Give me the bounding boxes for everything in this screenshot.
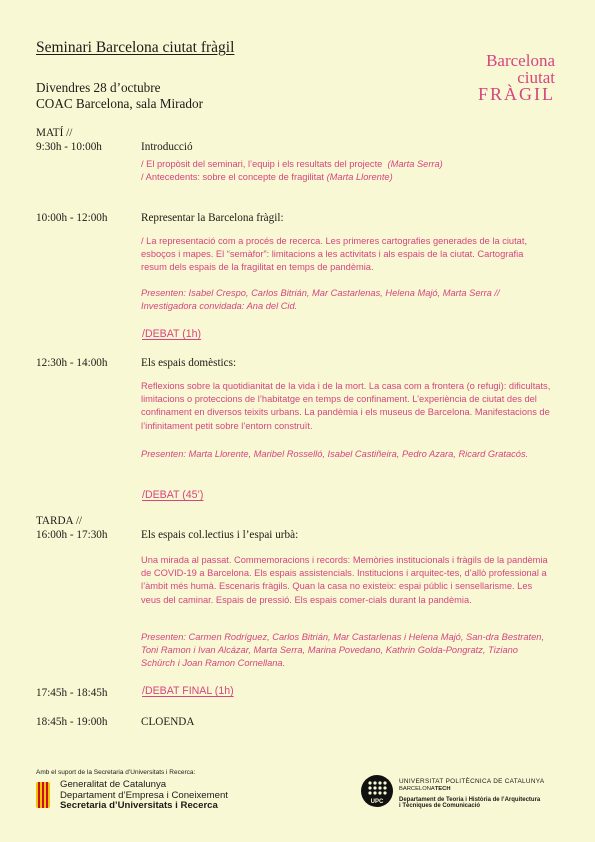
- upc-line-4: i Tècniques de Comunicació: [399, 803, 481, 809]
- gencat-line-1: Generalitat de Catalunya: [60, 779, 167, 790]
- support-note: Amb el suport de la Secretaria d’Universitats i Recerca:: [36, 769, 196, 776]
- session-heading: Els espais col.lectius i l’espai urbà:: [141, 529, 299, 541]
- gencat-line-3: Secretaria d’Universitats i Recerca: [60, 800, 218, 812]
- session-time: 18:45h - 19:00h: [36, 716, 108, 728]
- senyera-icon: [36, 782, 50, 808]
- session-time: 17:45h - 18:45h: [36, 687, 108, 699]
- agenda-line-text: / El propòsit del seminari, l’equip i els resultats del projecte: [141, 159, 383, 169]
- agenda-line: [141, 171, 551, 184]
- agenda-line-author: (Marta Serra): [387, 159, 443, 169]
- event-venue: COAC Barcelona, sala Mirador: [36, 96, 203, 111]
- session-description: / La representació com a procés de recerca. Les primeres cartografies generades de la ciutat, esboços i mapes. El “semàfor”: limitacions a les activitats i als espais de la ciutat. Cartografia resum dels espais de la fragilitat en temps de pandèmia.: [141, 236, 528, 273]
- upc-line-2a: BARCELONA: [399, 786, 435, 792]
- logo-line-2: ciutat: [517, 68, 555, 87]
- session-time: 10:00h - 12:00h: [36, 212, 108, 224]
- session-heading: Els espais domèstics:: [141, 357, 237, 369]
- session-time: 16:00h - 17:30h: [36, 529, 108, 541]
- session-description: Reflexions sobre la quotidianitat de la vida i de la mort. La casa com a frontera (o refugi): dificultats, limitacions o proteccions de l’habitatge en temps de confinament. L’experiència de ciutat des del confinament en diversos teixits urbans. La pandèmia i els museus de Barcelona. Manifestacions de l’infinitament petit sobre l’entorn construït.: [141, 381, 551, 431]
- logo-line-1: Barcelona: [486, 51, 555, 70]
- debat-label: /DEBAT (45’): [142, 489, 204, 501]
- upc-line-3: Departament de Teoria i Història de l’Arquitectura: [399, 797, 541, 803]
- upc-line-1: UNIVERSITAT POLITÈCNICA DE CATALUNYA: [399, 778, 545, 785]
- session-time: 9:30h - 10:00h: [36, 141, 102, 153]
- session-presenters: Presenten: Isabel Crespo, Carlos Bitrián, Mar Castarlenas, Helena Majó, Marta Serra // Investigadora convidada: Ana del Cid.: [141, 288, 500, 312]
- agenda-line-text: / Antecedents: sobre el concepte de fragilitat: [141, 172, 324, 183]
- section-morning-label: MATÍ //: [36, 127, 73, 139]
- session-heading: Introducció: [141, 141, 193, 153]
- event-date: Divendres 28 d’octubre: [36, 80, 161, 95]
- upc-mark-text: UPC: [370, 799, 384, 805]
- agenda-line-author: (Marta Llorente): [326, 172, 393, 183]
- barcelona-ciutat-fragil-logo: [478, 52, 555, 103]
- logo-line-3: FRÀGIL: [477, 84, 555, 104]
- debat-label: /DEBAT (1h): [142, 328, 202, 340]
- upc-logo-icon: [361, 775, 393, 807]
- agenda-line: [141, 158, 551, 171]
- session-presenters: Presenten: Marta Llorente, Maribel Rosselló, Isabel Castiñeira, Pedro Azara, Ricard Gratacós.: [141, 449, 529, 459]
- upc-text: [399, 778, 544, 809]
- session-heading: CLOENDA: [141, 716, 195, 728]
- session-description: Una mirada al passat. Commemoracions i records: Memòries institucionals i fràgils de la pandèmia de COVID-19 a Barcelona. Els espais assistencials. Institucions i arquitec-tes, d’allò professional a l’àmbit més humà. Escenaris fràgils. Quan la casa no existeix: espai públic i sensellarisme. Les veus del caminar. Espais de pressió. Els espais comer-cials durant la pandèmia.: [141, 555, 548, 605]
- page-title: Seminari Barcelona ciutat fràgil: [36, 39, 235, 56]
- session-description: [141, 158, 551, 184]
- gencat-text: [60, 780, 228, 812]
- debat-label: /DEBAT FINAL (1h): [142, 685, 234, 697]
- session-time: 12:30h - 14:00h: [36, 357, 108, 369]
- gencat-line-2: Departament d’Empresa i Coneixement: [60, 789, 228, 801]
- session-presenters: Presenten: Carmen Rodríguez, Carlos Bitrián, Mar Castarlenas i Helena Majó, San-dra Bestraten, Toni Ramon i Ivan Alcázar, Marta Serra, Marina Povedano, Kathrin Golda-Pongratz, Tiziano Schürch i Joan Ramon Cornellana.: [141, 632, 545, 669]
- upc-line-2: [399, 786, 544, 792]
- upc-line-2b: TECH: [434, 786, 451, 792]
- section-afternoon-label: TARDA //: [36, 515, 83, 527]
- session-heading: Representar la Barcelona fràgil:: [141, 212, 284, 224]
